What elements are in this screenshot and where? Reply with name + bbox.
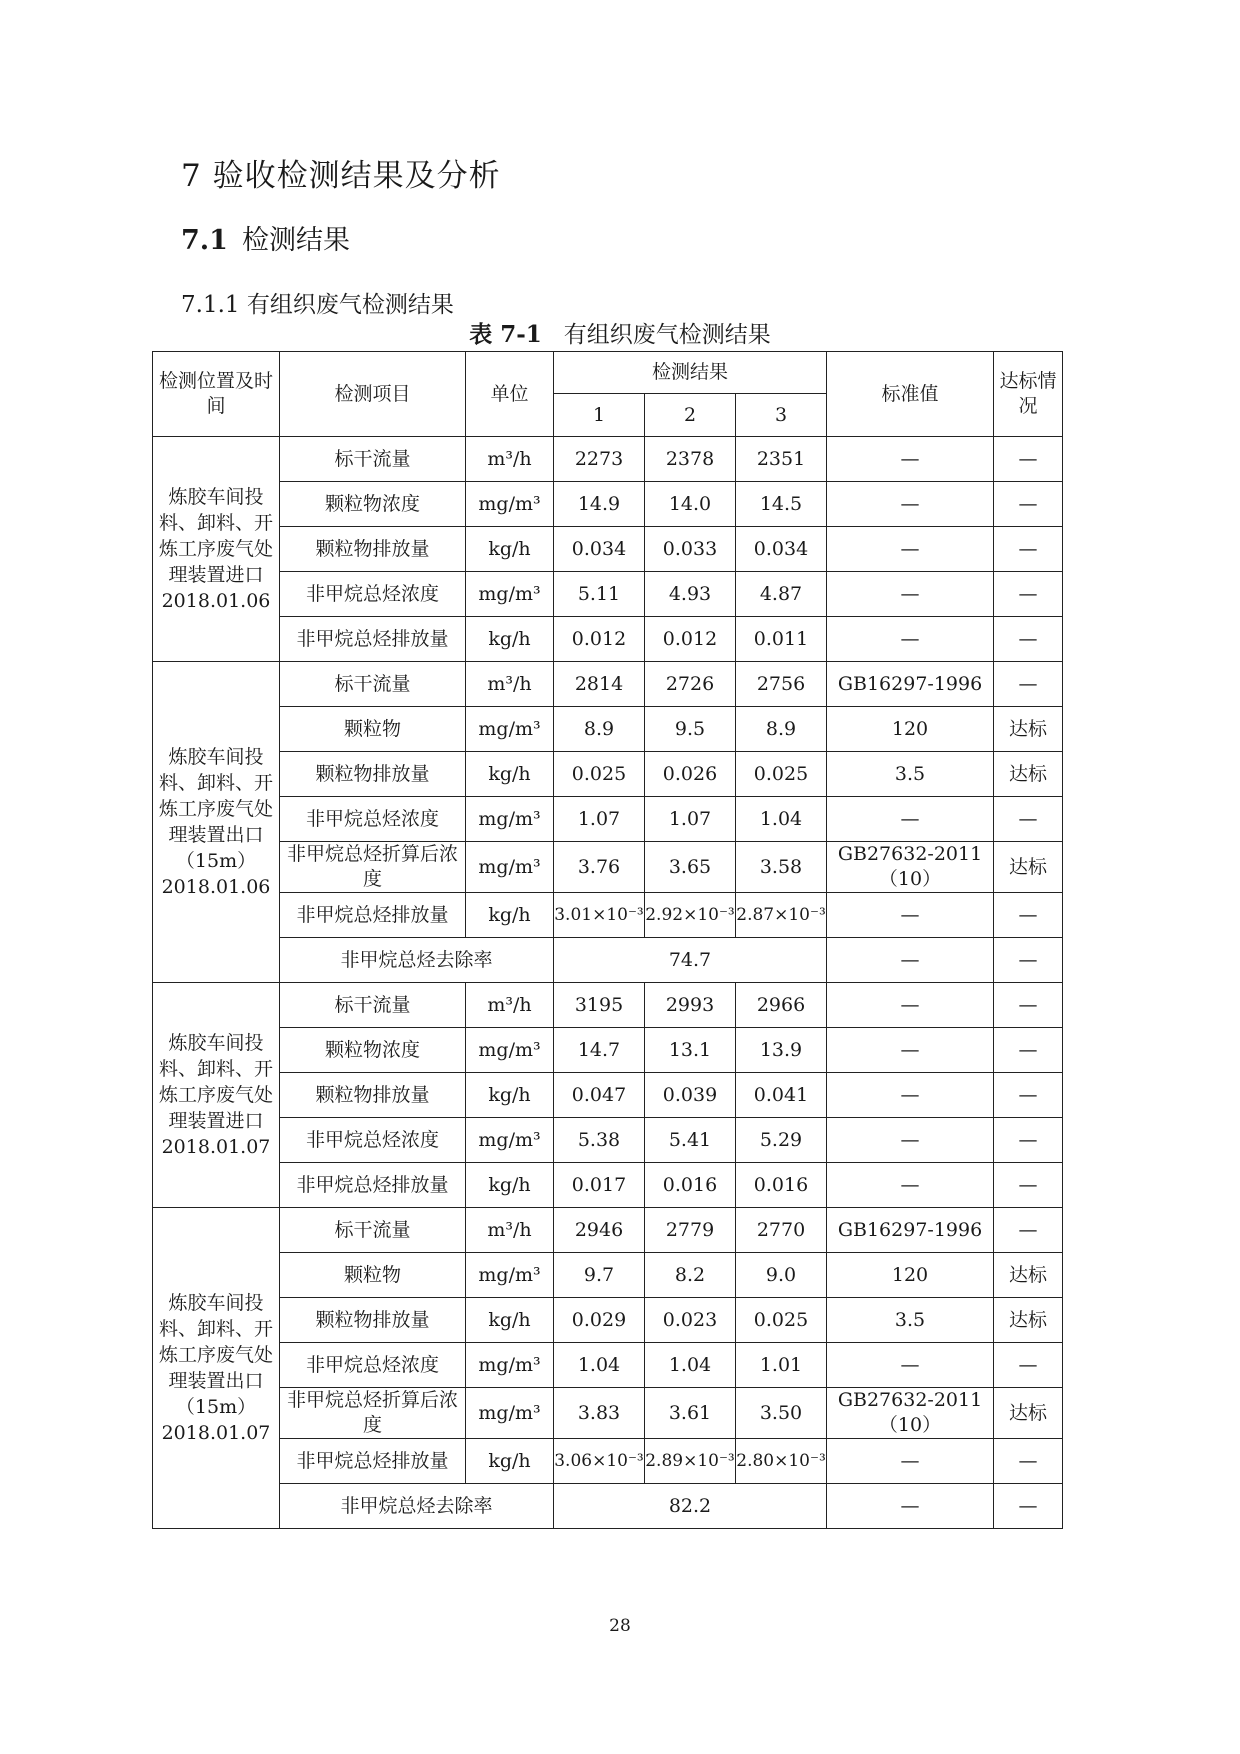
table-caption-title: 有组织废气检测结果	[563, 322, 771, 348]
status-cell: 达标	[994, 842, 1063, 893]
status-cell: —	[994, 1208, 1063, 1253]
table-row	[153, 1343, 1063, 1388]
unit-cell: mg/m³	[466, 842, 554, 893]
item-cell: 颗粒物	[280, 1253, 466, 1298]
unit-cell: mg/m³	[466, 1343, 554, 1388]
section-number: 7.1	[181, 225, 228, 256]
standard-cell: —	[827, 482, 994, 527]
value-cell-2: 0.026	[645, 752, 736, 797]
table-row	[153, 1253, 1063, 1298]
unit-cell: mg/m³	[466, 1118, 554, 1163]
value-cell-3: 3.50	[736, 1388, 827, 1439]
item-cell: 非甲烷总烃折算后浓度	[280, 842, 466, 893]
header-run-2: 2	[645, 394, 736, 437]
header-results: 检测结果	[554, 352, 827, 394]
standard-cell: —	[827, 893, 994, 938]
value-cell-1: 2946	[554, 1208, 645, 1253]
value-cell-1: 0.029	[554, 1298, 645, 1343]
removal-rate-value: 74.7	[554, 938, 827, 983]
table-row	[153, 752, 1063, 797]
value-cell-1: 14.9	[554, 482, 645, 527]
standard-cell: 3.5	[827, 1298, 994, 1343]
value-cell-2: 1.04	[645, 1343, 736, 1388]
table-row	[153, 842, 1063, 893]
item-cell: 颗粒物浓度	[280, 1028, 466, 1073]
header-location-time: 检测位置及时间	[153, 352, 280, 437]
item-cell: 标干流量	[280, 662, 466, 707]
header-run-1: 1	[554, 394, 645, 437]
location-text: 炼胶车间投料、卸料、开炼工序废气处理装置进口	[158, 1032, 273, 1132]
item-cell: 非甲烷总烃排放量	[280, 1439, 466, 1484]
value-cell-3: 5.29	[736, 1118, 827, 1163]
status-cell: —	[994, 1343, 1063, 1388]
value-cell-2: 5.41	[645, 1118, 736, 1163]
date-text: 2018.01.07	[161, 1136, 271, 1158]
date-text: 2018.01.06	[161, 590, 271, 612]
section-title: 检测结果	[241, 225, 350, 256]
results-table	[152, 351, 1063, 1529]
unit-cell: mg/m³	[466, 1388, 554, 1439]
status-cell: —	[994, 1484, 1063, 1529]
location-text: 炼胶车间投料、卸料、开炼工序废气处理装置进口	[158, 486, 273, 586]
table-row	[153, 527, 1063, 572]
unit-cell: kg/h	[466, 893, 554, 938]
item-cell: 颗粒物排放量	[280, 1298, 466, 1343]
location-text: 炼胶车间投料、卸料、开炼工序废气处理装置出口（15m）	[158, 746, 273, 872]
value-cell-3: 2351	[736, 437, 827, 482]
value-cell-1: 3.06×10⁻³	[554, 1439, 645, 1484]
status-cell: —	[994, 572, 1063, 617]
chapter-heading: 7 验收检测结果及分析	[181, 158, 501, 194]
item-cell: 标干流量	[280, 437, 466, 482]
table-caption	[0, 316, 1240, 349]
value-cell-1: 0.047	[554, 1073, 645, 1118]
table-row	[153, 797, 1063, 842]
unit-cell: mg/m³	[466, 572, 554, 617]
value-cell-3: 2966	[736, 983, 827, 1028]
item-cell: 颗粒物排放量	[280, 527, 466, 572]
removal-rate-row	[153, 938, 1063, 983]
item-cell: 非甲烷总烃浓度	[280, 797, 466, 842]
standard-cell: —	[827, 1073, 994, 1118]
value-cell-3: 0.025	[736, 1298, 827, 1343]
unit-cell: kg/h	[466, 1073, 554, 1118]
value-cell-2: 2.89×10⁻³	[645, 1439, 736, 1484]
value-cell-1: 5.38	[554, 1118, 645, 1163]
standard-cell: 3.5	[827, 752, 994, 797]
value-cell-1: 3195	[554, 983, 645, 1028]
value-cell-1: 3.76	[554, 842, 645, 893]
status-cell: —	[994, 482, 1063, 527]
item-cell: 非甲烷总烃排放量	[280, 893, 466, 938]
item-cell: 标干流量	[280, 983, 466, 1028]
item-cell: 非甲烷总烃排放量	[280, 617, 466, 662]
value-cell-2: 2726	[645, 662, 736, 707]
value-cell-2: 4.93	[645, 572, 736, 617]
standard-cell: GB27632-2011（10）	[827, 842, 994, 893]
value-cell-2: 2779	[645, 1208, 736, 1253]
unit-cell: kg/h	[466, 752, 554, 797]
status-cell: —	[994, 662, 1063, 707]
location-time-cell	[153, 983, 280, 1208]
status-cell: 达标	[994, 1298, 1063, 1343]
table-row	[153, 1028, 1063, 1073]
standard-cell: —	[827, 983, 994, 1028]
value-cell-3: 9.0	[736, 1253, 827, 1298]
removal-rate-value: 82.2	[554, 1484, 827, 1529]
header-compliance: 达标情况	[994, 352, 1063, 437]
status-cell: —	[994, 1028, 1063, 1073]
table-body	[153, 437, 1063, 1529]
value-cell-3: 0.011	[736, 617, 827, 662]
status-cell: —	[994, 983, 1063, 1028]
status-cell: 达标	[994, 707, 1063, 752]
table-row	[153, 1388, 1063, 1439]
section-heading	[181, 218, 350, 257]
status-cell: —	[994, 1118, 1063, 1163]
unit-cell: kg/h	[466, 1298, 554, 1343]
value-cell-2: 3.61	[645, 1388, 736, 1439]
status-cell: —	[994, 527, 1063, 572]
value-cell-1: 2814	[554, 662, 645, 707]
standard-cell: 120	[827, 707, 994, 752]
removal-rate-row	[153, 1484, 1063, 1529]
table-row	[153, 1208, 1063, 1253]
table-row	[153, 1073, 1063, 1118]
standard-cell: —	[827, 1118, 994, 1163]
value-cell-1: 0.017	[554, 1163, 645, 1208]
table-row	[153, 482, 1063, 527]
status-cell: 达标	[994, 1253, 1063, 1298]
subsection-heading: 7.1.1 有组织废气检测结果	[181, 292, 454, 318]
value-cell-2: 14.0	[645, 482, 736, 527]
unit-cell: kg/h	[466, 1439, 554, 1484]
value-cell-1: 0.012	[554, 617, 645, 662]
location-time-cell	[153, 1208, 280, 1529]
value-cell-2: 13.1	[645, 1028, 736, 1073]
unit-cell: kg/h	[466, 617, 554, 662]
value-cell-1: 3.01×10⁻³	[554, 893, 645, 938]
status-cell: —	[994, 1439, 1063, 1484]
value-cell-3: 14.5	[736, 482, 827, 527]
table-row	[153, 572, 1063, 617]
value-cell-2: 8.2	[645, 1253, 736, 1298]
header-run-3: 3	[736, 394, 827, 437]
value-cell-3: 2.87×10⁻³	[736, 893, 827, 938]
table-row	[153, 437, 1063, 482]
value-cell-2: 1.07	[645, 797, 736, 842]
table-row	[153, 1163, 1063, 1208]
removal-rate-label: 非甲烷总烃去除率	[280, 1484, 554, 1529]
standard-cell: GB16297-1996	[827, 662, 994, 707]
value-cell-1: 0.034	[554, 527, 645, 572]
value-cell-2: 0.012	[645, 617, 736, 662]
value-cell-2: 0.039	[645, 1073, 736, 1118]
item-cell: 颗粒物	[280, 707, 466, 752]
item-cell: 非甲烷总烃浓度	[280, 1343, 466, 1388]
value-cell-3: 2756	[736, 662, 827, 707]
value-cell-3: 1.04	[736, 797, 827, 842]
standard-cell: GB27632-2011（10）	[827, 1388, 994, 1439]
table-row	[153, 1298, 1063, 1343]
value-cell-3: 0.034	[736, 527, 827, 572]
status-cell: —	[994, 437, 1063, 482]
table-row	[153, 1118, 1063, 1163]
location-time-cell	[153, 662, 280, 983]
unit-cell: m³/h	[466, 983, 554, 1028]
value-cell-1: 14.7	[554, 1028, 645, 1073]
status-cell: —	[994, 938, 1063, 983]
value-cell-1: 1.07	[554, 797, 645, 842]
item-cell: 颗粒物排放量	[280, 752, 466, 797]
value-cell-2: 3.65	[645, 842, 736, 893]
item-cell: 非甲烷总烃浓度	[280, 1118, 466, 1163]
status-cell: —	[994, 1073, 1063, 1118]
value-cell-2: 2993	[645, 983, 736, 1028]
value-cell-2: 9.5	[645, 707, 736, 752]
status-cell: —	[994, 797, 1063, 842]
status-cell: —	[994, 617, 1063, 662]
status-cell: 达标	[994, 1388, 1063, 1439]
value-cell-3: 8.9	[736, 707, 827, 752]
value-cell-3: 0.016	[736, 1163, 827, 1208]
unit-cell: m³/h	[466, 662, 554, 707]
value-cell-1: 1.04	[554, 1343, 645, 1388]
date-text: 2018.01.07	[161, 1422, 271, 1444]
unit-cell: mg/m³	[466, 707, 554, 752]
value-cell-1: 0.025	[554, 752, 645, 797]
item-cell: 标干流量	[280, 1208, 466, 1253]
unit-cell: kg/h	[466, 1163, 554, 1208]
value-cell-2: 2.92×10⁻³	[645, 893, 736, 938]
unit-cell: mg/m³	[466, 1028, 554, 1073]
value-cell-1: 9.7	[554, 1253, 645, 1298]
unit-cell: mg/m³	[466, 482, 554, 527]
unit-cell: m³/h	[466, 1208, 554, 1253]
standard-cell: GB16297-1996	[827, 1208, 994, 1253]
unit-cell: mg/m³	[466, 797, 554, 842]
value-cell-1: 5.11	[554, 572, 645, 617]
value-cell-3: 1.01	[736, 1343, 827, 1388]
location-time-cell	[153, 437, 280, 662]
table-row	[153, 893, 1063, 938]
value-cell-3: 2.80×10⁻³	[736, 1439, 827, 1484]
value-cell-3: 3.58	[736, 842, 827, 893]
table-row	[153, 617, 1063, 662]
value-cell-1: 8.9	[554, 707, 645, 752]
location-text: 炼胶车间投料、卸料、开炼工序废气处理装置出口（15m）	[158, 1292, 273, 1418]
standard-cell: —	[827, 1484, 994, 1529]
table-row	[153, 983, 1063, 1028]
standard-cell: —	[827, 572, 994, 617]
item-cell: 非甲烷总烃折算后浓度	[280, 1388, 466, 1439]
standard-cell: —	[827, 1163, 994, 1208]
value-cell-2: 0.033	[645, 527, 736, 572]
standard-cell: —	[827, 1439, 994, 1484]
standard-cell: —	[827, 437, 994, 482]
table-row	[153, 662, 1063, 707]
standard-cell: —	[827, 617, 994, 662]
value-cell-3: 0.025	[736, 752, 827, 797]
value-cell-1: 3.83	[554, 1388, 645, 1439]
status-cell: —	[994, 1163, 1063, 1208]
value-cell-1: 2273	[554, 437, 645, 482]
unit-cell: mg/m³	[466, 1253, 554, 1298]
value-cell-3: 4.87	[736, 572, 827, 617]
value-cell-2: 2378	[645, 437, 736, 482]
standard-cell: —	[827, 527, 994, 572]
standard-cell: —	[827, 1343, 994, 1388]
removal-rate-label: 非甲烷总烃去除率	[280, 938, 554, 983]
item-cell: 非甲烷总烃浓度	[280, 572, 466, 617]
header-standard: 标准值	[827, 352, 994, 437]
standard-cell: —	[827, 1028, 994, 1073]
unit-cell: kg/h	[466, 527, 554, 572]
unit-cell: m³/h	[466, 437, 554, 482]
standard-cell: —	[827, 938, 994, 983]
page-number: 28	[609, 1616, 631, 1636]
value-cell-3: 2770	[736, 1208, 827, 1253]
table-row	[153, 707, 1063, 752]
value-cell-3: 13.9	[736, 1028, 827, 1073]
status-cell: —	[994, 893, 1063, 938]
value-cell-3: 0.041	[736, 1073, 827, 1118]
value-cell-2: 0.023	[645, 1298, 736, 1343]
header-item: 检测项目	[280, 352, 466, 437]
value-cell-2: 0.016	[645, 1163, 736, 1208]
item-cell: 非甲烷总烃排放量	[280, 1163, 466, 1208]
date-text: 2018.01.06	[161, 876, 271, 898]
header-unit: 单位	[466, 352, 554, 437]
table-caption-number: 表 7-1	[469, 321, 542, 348]
table-row	[153, 1439, 1063, 1484]
standard-cell: 120	[827, 1253, 994, 1298]
item-cell: 颗粒物浓度	[280, 482, 466, 527]
item-cell: 颗粒物排放量	[280, 1073, 466, 1118]
status-cell: 达标	[994, 752, 1063, 797]
standard-cell: —	[827, 797, 994, 842]
